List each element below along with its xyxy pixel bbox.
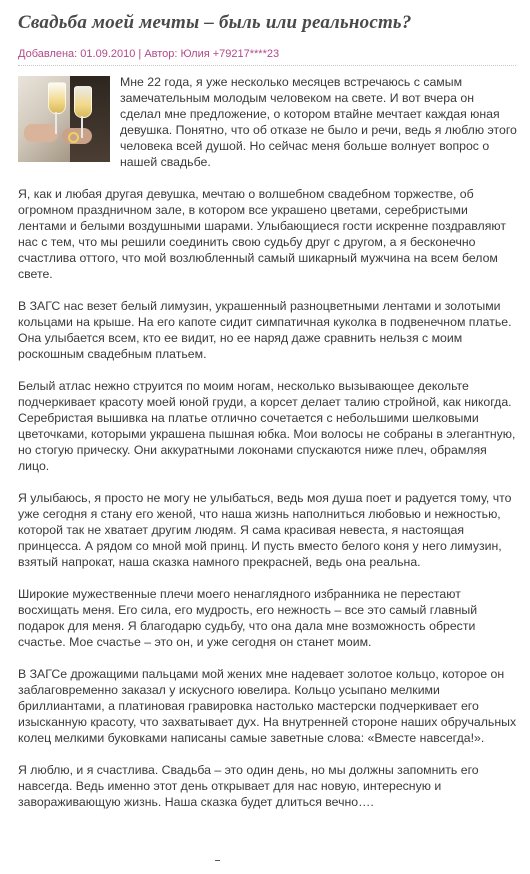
champagne-glass-left [48, 82, 66, 114]
footer-mark [215, 860, 220, 861]
article-paragraph: В ЗАГСе дрожащими пальцами мой жених мне надевает золотое кольцо, которое он заблаговременно заказал у искусного ювелира. Кольцо усыпано мелкими бриллиантами, а платиновая гравировка настолько мастерски подчеркивает его изысканную красоту, что захватывает дух. На внутренней стороне наших обручальных колец мелкими буковками написаны самые заветные слова: «Вместе навсегда!». [18, 667, 517, 745]
article-meta [18, 47, 520, 61]
page-title: Свадьба моей мечты – быль или реальность? [18, 12, 412, 33]
article-paragraph: Мне 22 года, я уже несколько месяцев встречаюсь с самым замечательным молодым человеком на свете. И вот вчера он сделал мне предложение, о котором втайне мечтает каждая юная девушка. Понятно, что об отказе не было и речи, ведь я люблю этого человека всей душой. Но сейчас меня больше волнует вопрос о нашей свадьбе. [120, 75, 517, 169]
article-paragraph: Белый атлас нежно струится по моим ногам, несколько вызывающее декольте подчеркивает красоту моей юной груди, а корсет делает талию стройной, как никогда. Серебристая вышивка на платье отлично сочетается с небольшими шелковыми цветочками, которыми украшена пышная юбка. Мои волосы не собраны в элегантную, но стогую прическу. Они аккуратными локонами спускаются ниже плеч, обрамляя лицо. [18, 379, 516, 473]
article-paragraph: Я люблю, и я счастлива. Свадьба – это один день, но мы должны запомнить его навсегда. Ведь именно этот день открывает для нас новую, интересную и завораживающую жизнь. Наша сказка будет длиться вечно…. [18, 763, 479, 809]
meta-separator: | [135, 48, 145, 60]
photo-hand-left [24, 124, 58, 142]
wedding-ring [68, 132, 79, 143]
article-paragraph: Я, как и любая другая девушка, мечтаю о волшебном свадебном торжестве, об огромном праздничном зале, в котором все украшено цветами, серебристыми лентами и белыми воздушными шарами. Улыбающиеся гости искренне поздравляют нас с тем, что мы решили соединить свою судьбу друг с другом, а я бесконечно счастлива оттого, что мой возлюбленный самый шикарный мужчина на всем белом свете. [18, 187, 506, 281]
article-body [18, 74, 518, 810]
author-info: Автор: Юлия +79217****23 [144, 48, 280, 60]
champagne-glasses-photo [18, 76, 110, 162]
glass-stem-left [55, 112, 57, 134]
article-paragraph: Я улыбаюсь, я просто не могу не улыбаться, ведь моя душа поет и радуется тому, что уже сегодня я стану его женой, что наша жизнь наполниться любовью и нежностью, которой так не хватает другим людям. Я сама красивая невеста, я настоящая принцесса. А рядом со мной мой принц. И пусть вместо белого коня у него лимузин, взятый напрокат, наша сказка намного прекрасней, ведь она реальна. [18, 491, 512, 569]
article-paragraph: В ЗАГС нас везет белый лимузин, украшенный разноцветными лентами и золотыми кольцами на крыше. На его капоте сидит симпатичная куколка в подвенечном платье. Она улыбается всем, кто ее видит, но ее наряд даже сравнить нельзя с моим роскошным свадебным платьем. [18, 299, 512, 361]
publish-date: Добавлена: 01.09.2010 [18, 48, 136, 60]
glass-stem-right [81, 116, 83, 138]
title-divider [18, 65, 516, 66]
champagne-glass-right [74, 86, 92, 118]
article-paragraph: Широкие мужественные плечи моего ненаглядного избранника не перестают восхищать меня. Его сила, его мудрость, его нежность – все это самый главный подарок для меня. Я благодарю судьбу, что она дала мне возможность обрести счастье. Мое счастье – это он, и уже сегодня он станет моим. [18, 587, 478, 649]
